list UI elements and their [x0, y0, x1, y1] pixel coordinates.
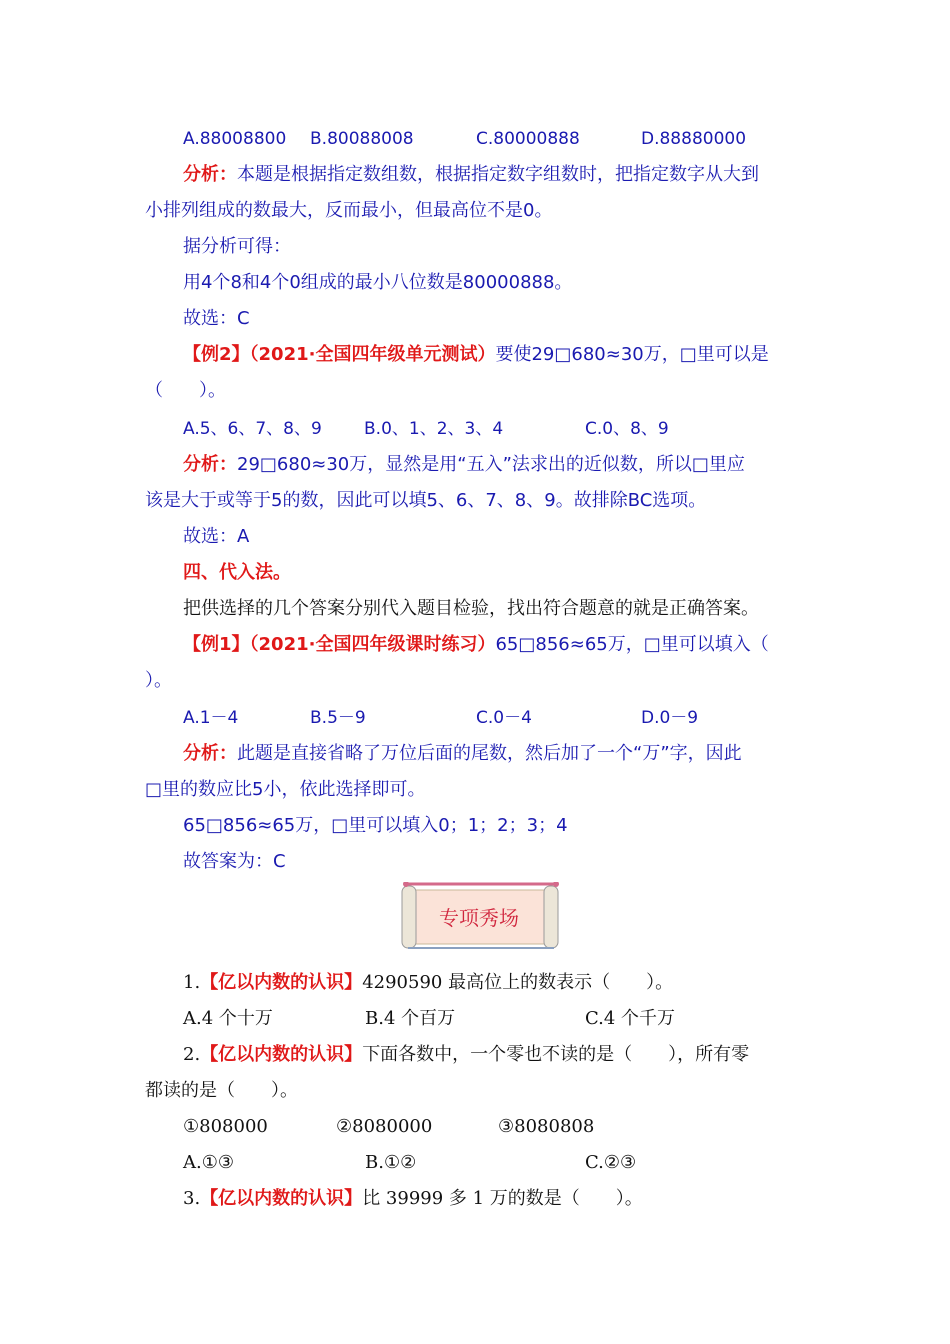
- option-b: B.0、1、2、3、4: [364, 419, 504, 439]
- analysis-text: 29□680≈30万，显然是用“五入”法求出的近似数，所以□里应: [237, 454, 745, 475]
- analysis-label: 分析：: [183, 743, 237, 764]
- question-tag: 【亿以内数的认识】: [200, 1044, 363, 1065]
- option-c: C.0－4: [476, 708, 532, 728]
- answer-text: 故选：A: [183, 526, 250, 547]
- analysis-label: 分析：: [183, 454, 237, 475]
- analysis-text: 本题是根据指定数组数，根据指定数字组数时，把指定数字从大到: [237, 164, 759, 185]
- example-tag: 【例1】（2021·全国四年级课时练习）: [183, 634, 496, 655]
- analysis-text: 该是大于或等于5的数，因此可以填5、6、7、8、9。故排除BC选项。: [145, 490, 707, 511]
- analysis-text: 用4个8和4个0组成的最小八位数是80000888。: [183, 272, 573, 293]
- analysis-text: 据分析可得：: [183, 236, 291, 257]
- example-question: [183, 634, 769, 656]
- example-tag: 【例2】（2021·全国四年级单元测试）: [183, 344, 496, 365]
- analysis-text: 小排列组成的数最大，反而最小，但最高位不是0。: [145, 200, 553, 221]
- number-item: ①808000: [183, 1116, 268, 1137]
- question-text: 下面各数中，一个零也不读的是（ ），所有零: [362, 1044, 750, 1065]
- question-tag: 【亿以内数的认识】: [200, 972, 363, 993]
- option-c: C.0、8、9: [585, 419, 669, 439]
- example-question-text: （ ）。: [145, 380, 226, 401]
- example-question-text: ）。: [145, 670, 172, 691]
- number-item: ②8080000: [336, 1116, 433, 1137]
- question-number: 2.: [183, 1044, 201, 1065]
- option-b: B.4 个百万: [365, 1008, 456, 1029]
- question-number: 3.: [183, 1188, 201, 1209]
- option-c: C.4 个千万: [585, 1008, 676, 1029]
- analysis-line: [183, 454, 745, 476]
- option-b: B.①②: [365, 1152, 417, 1173]
- option-b: B.5－9: [310, 708, 366, 728]
- option-d: D.0－9: [641, 708, 699, 728]
- section-intro: 把供选择的几个答案分别代入题目检验，找出符合题意的就是正确答案。: [183, 598, 759, 619]
- question-text: 都读的是（ ）。: [145, 1080, 298, 1101]
- option-c: C.80000888: [476, 129, 580, 149]
- example-question: [183, 344, 769, 366]
- example-question-text: 65□856≈65万，□里可以填入（: [495, 634, 769, 655]
- option-a: A.1－4: [183, 708, 239, 728]
- question-tag: 【亿以内数的认识】: [200, 1188, 363, 1209]
- option-c: C.②③: [585, 1152, 637, 1173]
- option-a: A.4 个十万: [183, 1008, 273, 1029]
- exercise-question: [183, 972, 673, 994]
- example-question-text: 要使29□680≈30万，□里可以是: [495, 344, 769, 365]
- scroll-banner: [394, 882, 564, 950]
- analysis-text: □里的数应比5小，依此选择即可。: [145, 779, 426, 800]
- exercise-question: [183, 1044, 749, 1066]
- option-d: D.88880000: [641, 129, 747, 149]
- question-number: 1.: [183, 972, 201, 993]
- section-heading: 四、代入法。: [183, 562, 291, 583]
- banner-title: 专项秀场: [439, 905, 519, 930]
- answer-text: 故选：C: [183, 308, 250, 329]
- option-a: A.①③: [183, 1152, 234, 1173]
- question-text: 比 39999 多 1 万的数是（ ）。: [362, 1188, 643, 1209]
- analysis-line: [183, 743, 742, 765]
- exercise-question: [183, 1188, 643, 1210]
- analysis-text: 此题是直接省略了万位后面的尾数，然后加了一个“万”字，因此: [237, 743, 742, 764]
- option-a: A.88008800: [183, 129, 287, 149]
- analysis-text: 65□856≈65万，□里可以填入0；1；2；3；4: [183, 815, 568, 836]
- number-item: ③8080808: [498, 1116, 595, 1137]
- answer-text: 故答案为：C: [183, 851, 286, 872]
- option-a: A.5、6、7、8、9: [183, 419, 322, 439]
- analysis-line: [183, 164, 759, 186]
- analysis-label: 分析：: [183, 164, 237, 185]
- question-text: 4290590 最高位上的数表示（ ）。: [362, 972, 674, 993]
- option-b: B.80088008: [310, 129, 414, 149]
